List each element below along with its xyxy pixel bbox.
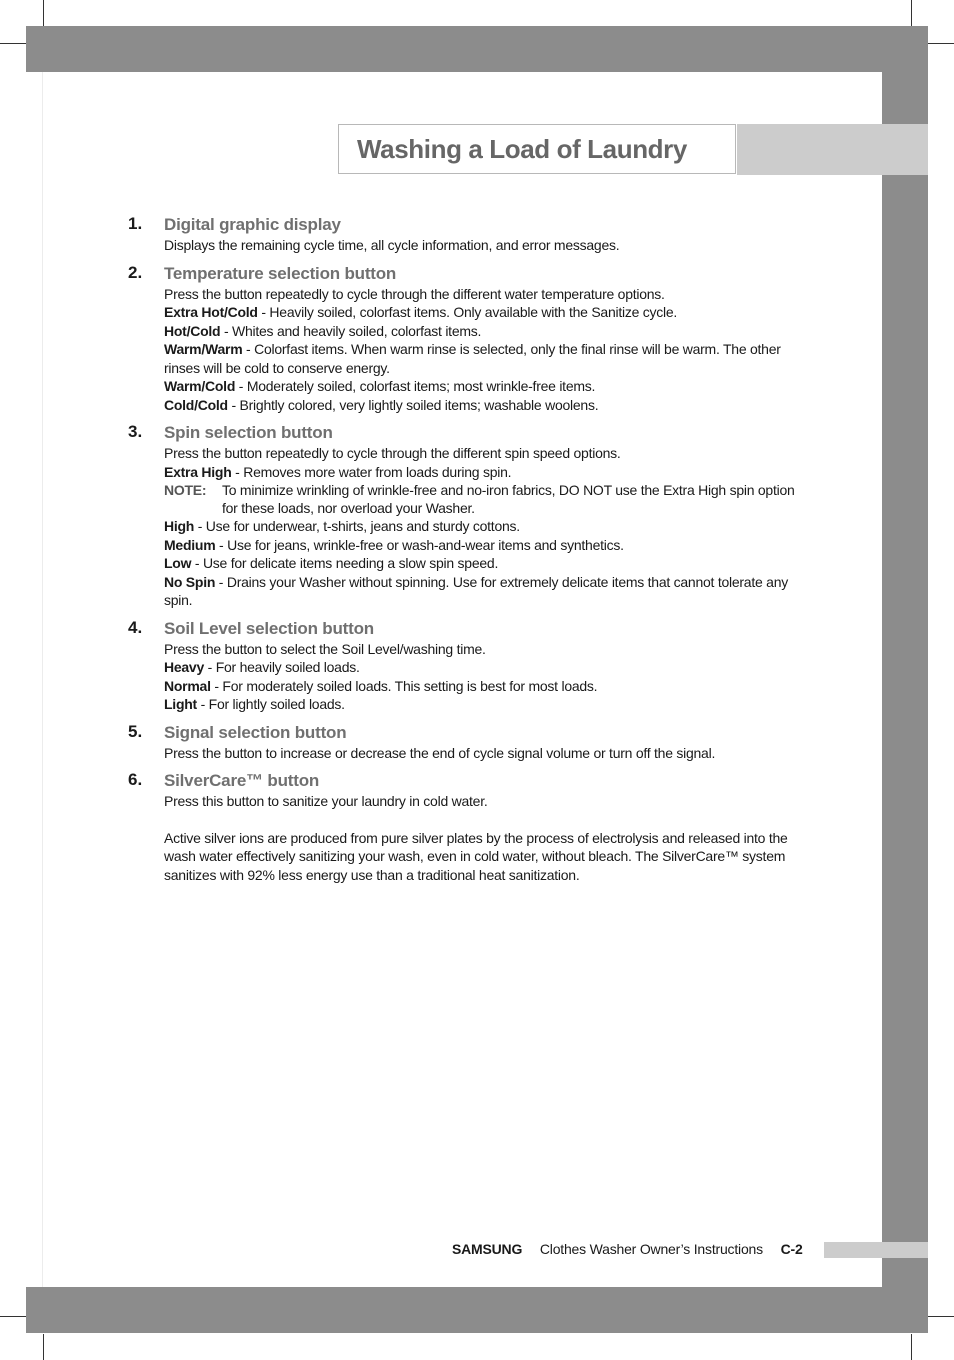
note-text: To minimize wrinkling of wrinkle-free and no-iron fabrics, DO NOT use the Extra High spin option for these loads, nor overload your Washer. — [222, 482, 795, 516]
list-item — [128, 263, 808, 415]
option-term: Hot/Cold — [164, 322, 221, 339]
description-line — [164, 322, 808, 341]
description-line — [164, 640, 808, 659]
option-term: Extra Hot/Cold — [164, 304, 258, 320]
list-item — [128, 214, 808, 255]
item-number: 1. — [128, 214, 143, 233]
option-text: - Removes more water from loads during spin. — [231, 463, 512, 480]
option-text: - Heavily soiled, colorfast items. Only available with the Sanitize cycle. — [257, 304, 678, 320]
item-number: 4. — [128, 617, 143, 637]
crop-mark — [928, 1316, 954, 1317]
option-text: Displays the remaining cycle time, all cycle information, and error messages. — [164, 237, 620, 253]
description-line — [164, 695, 808, 714]
option-term: Normal — [164, 677, 211, 694]
option-text: - For lightly soiled loads. — [196, 696, 345, 712]
list-item — [128, 722, 808, 763]
option-text: - Whites and heavily soiled, colorfast items. — [220, 322, 482, 339]
description-line — [164, 285, 808, 304]
option-text: - Use for delicate items needing a slow spin speed. — [191, 555, 499, 571]
description-line — [164, 340, 808, 377]
crop-mark — [928, 43, 954, 44]
option-term: Light — [164, 696, 197, 712]
option-text: - Colorfast items. When warm rinse is selected, only the final rinse will be warm. The other rinses will be cold to conserve energy. — [164, 341, 781, 376]
option-term: Heavy — [164, 659, 205, 675]
crop-mark — [911, 0, 912, 26]
option-text: - For moderately soiled loads. This setting is best for most loads. — [210, 677, 598, 694]
list-item — [128, 618, 808, 714]
page-title-box — [338, 124, 736, 174]
option-term: No Spin — [164, 573, 216, 590]
description-line — [164, 554, 808, 573]
description-line — [164, 396, 808, 415]
description-line — [164, 658, 808, 677]
footer-brand: SAMSUNG — [452, 1241, 523, 1257]
instruction-list — [128, 214, 808, 892]
item-number: 3. — [128, 422, 143, 441]
item-heading: Temperature selection button — [164, 263, 397, 283]
option-text: - Brightly colored, very lightly soiled items; washable woolens. — [227, 396, 599, 413]
page-footer — [452, 1241, 803, 1257]
item-number: 2. — [128, 262, 143, 282]
option-text: Press the button to select the Soil Level/washing time. — [164, 640, 486, 657]
item-heading: Digital graphic display — [164, 215, 341, 234]
option-text: - Moderately soiled, colorfast items; most wrinkle-free items. — [235, 378, 596, 394]
option-text: Press the button to increase or decrease the end of cycle signal volume or turn off the signal. — [164, 744, 716, 761]
description-line — [164, 517, 808, 536]
page-frame-bottom — [26, 1287, 928, 1333]
crop-mark — [911, 1334, 912, 1360]
crop-mark — [43, 0, 44, 26]
option-text: Press the button repeatedly to cycle through the different spin speed options. — [164, 445, 621, 461]
description-line — [164, 573, 808, 610]
description-line — [164, 444, 808, 463]
note-block — [164, 481, 808, 517]
item-heading: Spin selection button — [164, 423, 333, 442]
description-line — [164, 792, 808, 811]
description-line — [164, 536, 808, 555]
item-number: 5. — [128, 721, 143, 741]
note-label: NOTE: — [164, 482, 207, 498]
option-term: Warm/Cold — [164, 378, 236, 394]
paragraph-spacer — [164, 811, 808, 829]
option-text: - For heavily soiled loads. — [204, 659, 360, 675]
page-title: Washing a Load of Laundry — [357, 134, 687, 164]
option-text: - Use for jeans, wrinkle-free or wash-and-wear items and synthetics. — [215, 536, 624, 553]
page-frame-right — [882, 26, 928, 1333]
item-heading: Soil Level selection button — [164, 618, 374, 638]
description-line — [164, 236, 808, 255]
footer-accent-bar — [824, 1242, 928, 1258]
list-item — [128, 770, 808, 884]
title-accent-bar — [737, 124, 928, 175]
crop-mark — [43, 1334, 44, 1360]
description-line — [164, 744, 808, 763]
option-text: Press this button to sanitize your laundry in cold water. — [164, 793, 488, 809]
footer-document-title: Clothes Washer Owner’s Instructions — [539, 1241, 763, 1257]
option-term: Warm/Warm — [164, 341, 243, 357]
item-heading: SilverCare™ button — [164, 771, 320, 790]
option-term: Low — [164, 555, 192, 571]
list-item — [128, 422, 808, 610]
description-line — [164, 463, 808, 482]
option-term: High — [164, 518, 195, 534]
crop-mark — [0, 1316, 26, 1317]
page-frame-top — [26, 26, 928, 72]
option-term: Medium — [164, 536, 216, 553]
item-number: 6. — [128, 770, 143, 789]
item-paragraph: Active silver ions are produced from pure silver plates by the process of electrolysis and released into the wash water effectively sanitizing your wash, even in cold water, without bleach. The SilverCare™ system sanitizes with 92% less energy use than a traditional heat sanitization. — [164, 829, 788, 883]
page-number: C-2 — [780, 1241, 803, 1257]
option-term: Extra High — [164, 463, 232, 480]
page-frame-left — [26, 72, 43, 1287]
crop-mark — [0, 43, 26, 44]
option-text: - Drains your Washer without spinning. Use for extremely delicate items that cannot tolerate any spin. — [164, 573, 788, 608]
option-text: Press the button repeatedly to cycle through the different water temperature options. — [164, 285, 665, 302]
description-line — [164, 677, 808, 696]
description-line — [164, 303, 808, 322]
description-line — [164, 377, 808, 396]
option-text: - Use for underwear, t-shirts, jeans and sturdy cottons. — [194, 518, 520, 534]
option-term: Cold/Cold — [164, 396, 228, 413]
item-heading: Signal selection button — [164, 722, 347, 742]
